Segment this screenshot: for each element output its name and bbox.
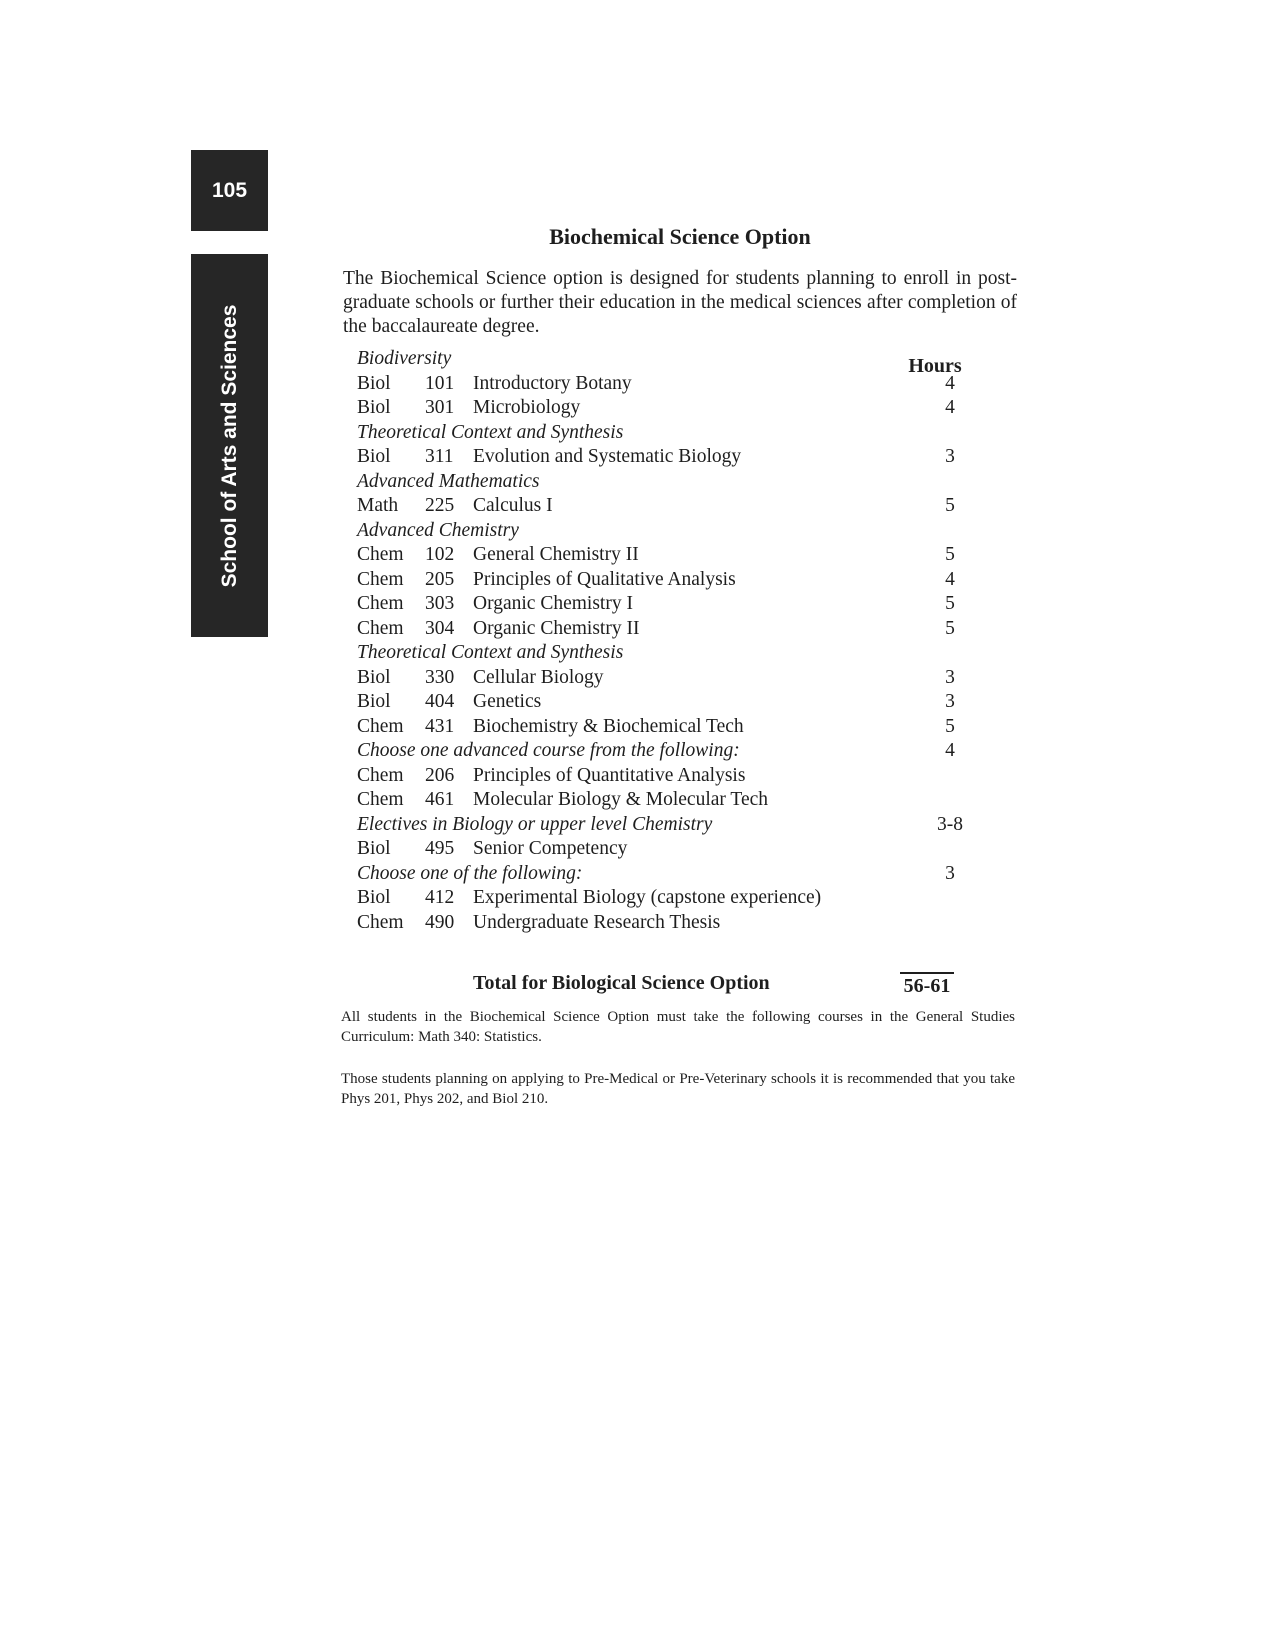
- course-number: 404: [425, 691, 455, 712]
- course-dept: Biol: [357, 372, 391, 394]
- course-row: [357, 494, 1027, 518]
- course-number: 101: [425, 372, 455, 394]
- credit-hours: 5: [945, 495, 955, 516]
- course-name: Introductory Botany: [473, 372, 632, 394]
- course-dept: Chem: [357, 544, 404, 565]
- course-name: Molecular Biology & Molecular Tech: [473, 789, 769, 810]
- category-row: [357, 519, 1027, 543]
- course-name: Principles of Quantitative Analysis: [473, 764, 746, 786]
- course-name: Experimental Biology (capstone experience): [473, 887, 822, 908]
- course-row: [357, 592, 1027, 616]
- course-number: 301: [425, 397, 455, 418]
- course-dept: Biol: [357, 691, 391, 712]
- course-row: [357, 666, 1027, 690]
- category-label: Advanced Mathematics: [357, 470, 540, 492]
- course-name: Biochemistry & Biochemical Tech: [473, 715, 744, 737]
- category-row: [357, 813, 1027, 837]
- category-row: [357, 347, 1027, 371]
- course-number: 303: [425, 593, 455, 614]
- course-number: 102: [425, 544, 455, 565]
- course-dept: Math: [357, 495, 399, 516]
- course-number: 206: [425, 764, 455, 786]
- category-row: [357, 739, 1027, 763]
- credit-hours: 3: [945, 691, 955, 712]
- course-number: 461: [425, 789, 455, 810]
- course-name: Genetics: [473, 691, 542, 712]
- credit-hours: 4: [945, 568, 955, 590]
- course-number: 225: [425, 495, 455, 516]
- credit-hours: 4: [945, 372, 955, 394]
- course-row: [357, 911, 1027, 935]
- course-name: Senior Competency: [473, 838, 628, 859]
- course-dept: Biol: [357, 666, 391, 688]
- course-number: 490: [425, 911, 455, 933]
- category-row: [357, 470, 1027, 494]
- course-row: [357, 715, 1027, 739]
- pre-med-recommendation-note: Those students planning on applying to Pre-Medical or Pre-Veterinary schools it is recommended that you take Phys 201, Phys 202, and Biol 210.: [341, 1071, 1015, 1107]
- course-number: 412: [425, 887, 455, 908]
- course-row: [357, 445, 1027, 469]
- hours-column-header: Hours: [908, 355, 962, 377]
- category-row: [357, 421, 1027, 445]
- course-name: Organic Chemistry I: [473, 593, 633, 614]
- course-number: 495: [425, 838, 455, 859]
- credit-hours: 4: [945, 740, 955, 761]
- credit-hours: 3: [945, 666, 955, 688]
- course-number: 330: [425, 666, 455, 688]
- course-number: 304: [425, 617, 455, 639]
- category-label: Biodiversity: [357, 348, 452, 369]
- course-dept: Chem: [357, 593, 404, 614]
- course-row: [357, 886, 1027, 910]
- category-label: Choose one of the following:: [357, 862, 583, 884]
- course-dept: Biol: [357, 838, 391, 859]
- category-row: [357, 862, 1027, 886]
- section-tab: [191, 254, 268, 637]
- course-name: Cellular Biology: [473, 666, 604, 688]
- course-name: Undergraduate Research Thesis: [473, 911, 721, 933]
- course-dept: Chem: [357, 568, 404, 590]
- page-number: 105: [211, 178, 248, 202]
- course-row: [357, 788, 1027, 812]
- credit-hours: 3: [945, 862, 955, 884]
- credit-hours: 3: [945, 446, 955, 467]
- course-row: [357, 396, 1027, 420]
- course-number: 311: [425, 446, 454, 467]
- course-dept: Chem: [357, 617, 404, 639]
- credit-hours: 5: [945, 715, 955, 737]
- intro-paragraph: The Biochemical Science option is designed for students planning to enroll in post-graduate schools or further their education in the medical sciences after completion of the baccalaureate degree.: [343, 268, 1017, 337]
- course-dept: Chem: [357, 789, 404, 810]
- course-name: Calculus I: [473, 495, 553, 516]
- course-name: General Chemistry II: [473, 544, 639, 565]
- category-label: Theoretical Context and Synthesis: [357, 642, 624, 663]
- credit-hours: 5: [945, 617, 955, 639]
- page-number-tab: [191, 150, 268, 231]
- course-dept: Biol: [357, 397, 391, 418]
- course-name: Principles of Qualitative Analysis: [473, 568, 736, 590]
- course-dept: Chem: [357, 715, 404, 737]
- course-number: 431: [425, 715, 455, 737]
- course-row: [357, 617, 1027, 641]
- category-label: Theoretical Context and Synthesis: [357, 421, 624, 443]
- section-tab-label: School of Arts and Sciences: [217, 304, 241, 587]
- course-name: Evolution and Systematic Biology: [473, 446, 742, 467]
- course-row: [357, 764, 1027, 788]
- credit-hours: 3-8: [937, 813, 963, 835]
- total-label: Total for Biological Science Option: [473, 972, 770, 994]
- category-label: Advanced Chemistry: [357, 519, 519, 541]
- course-row: [357, 690, 1027, 714]
- category-row: [357, 641, 1027, 665]
- page-title: Biochemical Science Option: [549, 224, 811, 249]
- course-dept: Biol: [357, 446, 391, 467]
- course-name: Microbiology: [473, 397, 581, 418]
- course-number: 205: [425, 568, 455, 590]
- course-dept: Chem: [357, 764, 404, 786]
- course-row: [357, 568, 1027, 592]
- total-value: 56-61: [900, 972, 954, 998]
- course-row: [357, 837, 1027, 861]
- credit-hours: 4: [945, 397, 955, 418]
- course-name: Organic Chemistry II: [473, 617, 640, 639]
- course-dept: Chem: [357, 911, 404, 933]
- course-row: [357, 543, 1027, 567]
- course-row: [357, 372, 1027, 396]
- credit-hours: 5: [945, 593, 955, 614]
- course-dept: Biol: [357, 887, 391, 908]
- category-label: Choose one advanced course from the following:: [357, 740, 740, 761]
- category-label: Electives in Biology or upper level Chemistry: [357, 813, 713, 835]
- credit-hours: 5: [945, 544, 955, 565]
- general-studies-note: All students in the Biochemical Science Option must take the following courses in the General Studies Curriculum: Math 340: Statistics.: [341, 1009, 1015, 1045]
